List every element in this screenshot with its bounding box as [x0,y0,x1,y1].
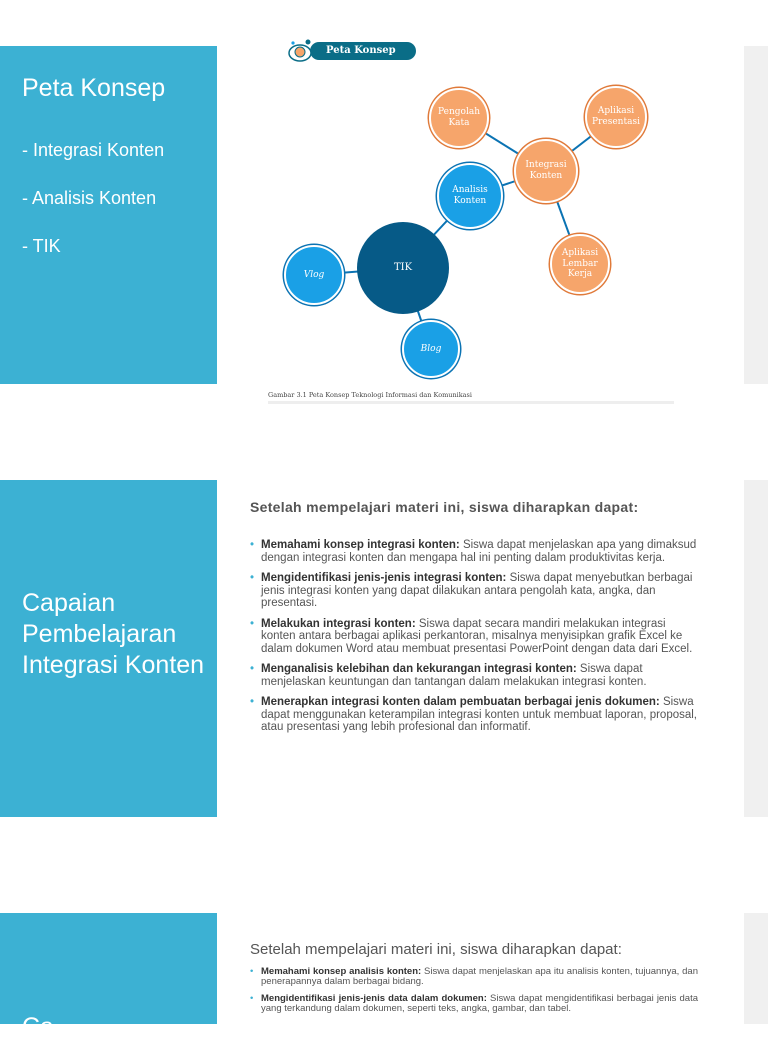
slide-capaian-analisis [0,913,768,1041]
list-item [250,994,698,1013]
slide-capaian-integrasi [0,480,768,817]
intro-text: Setelah mempelajari materi ini, siswa diharapkan dapat: [250,499,639,515]
node-pengolah-kata: Pengolah Kata [429,88,489,148]
point-heading: Menerapkan integrasi konten dalam pembuatan berbagai jenis dokumen: [261,696,660,708]
point-text: Siswa dapat secara mandiri melakukan integrasi konten antara berbagai aplikasi perkantoran, misalnya menyisipkan grafik Excel ke dalam dokumen Word atau membuat presentasi PowerPoint dengan data dari Excel. [261,617,693,655]
list-item [250,663,700,688]
learning-outcomes-list [250,967,698,1013]
node-blog: Blog [402,320,460,378]
node-tik: TIK [357,222,449,314]
slide-edge-strip [744,480,768,817]
point-text: Siswa dapat mengidentifikasi berbagai jenis data yang terkandung dalam dokumen, seperti teks, angka, gambar, dan tabel. [261,993,699,1014]
list-item [250,696,700,734]
learning-outcomes-list [250,539,700,734]
node-aplikasi-lembar-kerja: Aplikasi Lembar Kerja [550,234,610,294]
bullet-tik: - TIK [22,236,61,256]
point-text: Siswa dapat menjelaskan keuntungan dan tantangan dalam melakukan integrasi konten. [261,663,647,688]
node-analisis-konten: Analisis Konten [437,163,503,229]
bullet-integrasi-konten: - Integrasi Konten [22,140,165,160]
point-heading: Memahami konsep analisis konten: [261,966,422,977]
list-item [250,572,700,610]
slide-edge-strip [744,913,768,1024]
point-text: Siswa dapat menjelaskan apa itu analisis konten, tujuannya, dan penerapannya dalam berbagai bidang. [261,966,698,987]
point-heading: Memahami konsep integrasi konten: [261,539,460,551]
point-text: Siswa dapat menjelaskan apa yang dimaksud dengan integrasi konten dan mengapa hal ini penting dalam produktivitas kerja. [261,539,697,564]
bullet-analisis-konten: - Analisis Konten [22,188,157,208]
node-vlog: Vlog [284,245,344,305]
list-item [250,539,700,564]
slide-sidebar [0,913,217,1041]
badge-label: Peta Konsep [310,42,416,60]
point-text: Siswa dapat menggunakan keterampilan integrasi konten untuk membuat laporan, proposal, atau presentasi yang lebih profesional dan informatif. [261,696,698,733]
intro-text: Setelah mempelajari materi ini, siswa diharapkan dapat: [250,941,622,958]
slide-sidebar [0,480,217,817]
point-heading: Mengidentifikasi jenis-jenis data dalam dokumen: [261,993,487,1004]
slide-title: Peta Konsep [22,74,166,102]
list-item [250,618,700,656]
slide-title: Ca [22,1013,54,1041]
figure-caption: Gambar 3.1 Peta Konsep Teknologi Informasi dan Komunikasi [268,391,674,404]
point-heading: Menganalisis kelebihan dan kekurangan integrasi konten: [261,663,577,675]
concept-map-links [0,0,768,420]
node-aplikasi-presentasi: Aplikasi Presentasi [585,86,647,148]
list-item [250,967,698,986]
node-integrasi-konten: Integrasi Konten [514,139,578,203]
point-heading: Mengidentifikasi jenis-jenis integrasi konten: [261,572,507,584]
slide-title: Capaian Pembelajaran Integrasi Konten [22,589,205,679]
point-text: Siswa dapat menyebutkan berbagai jenis integrasi konten yang dapat dilakukan antara pengolah kata, angka, dan presentasi. [261,572,693,609]
point-heading: Melakukan integrasi konten: [261,617,416,630]
